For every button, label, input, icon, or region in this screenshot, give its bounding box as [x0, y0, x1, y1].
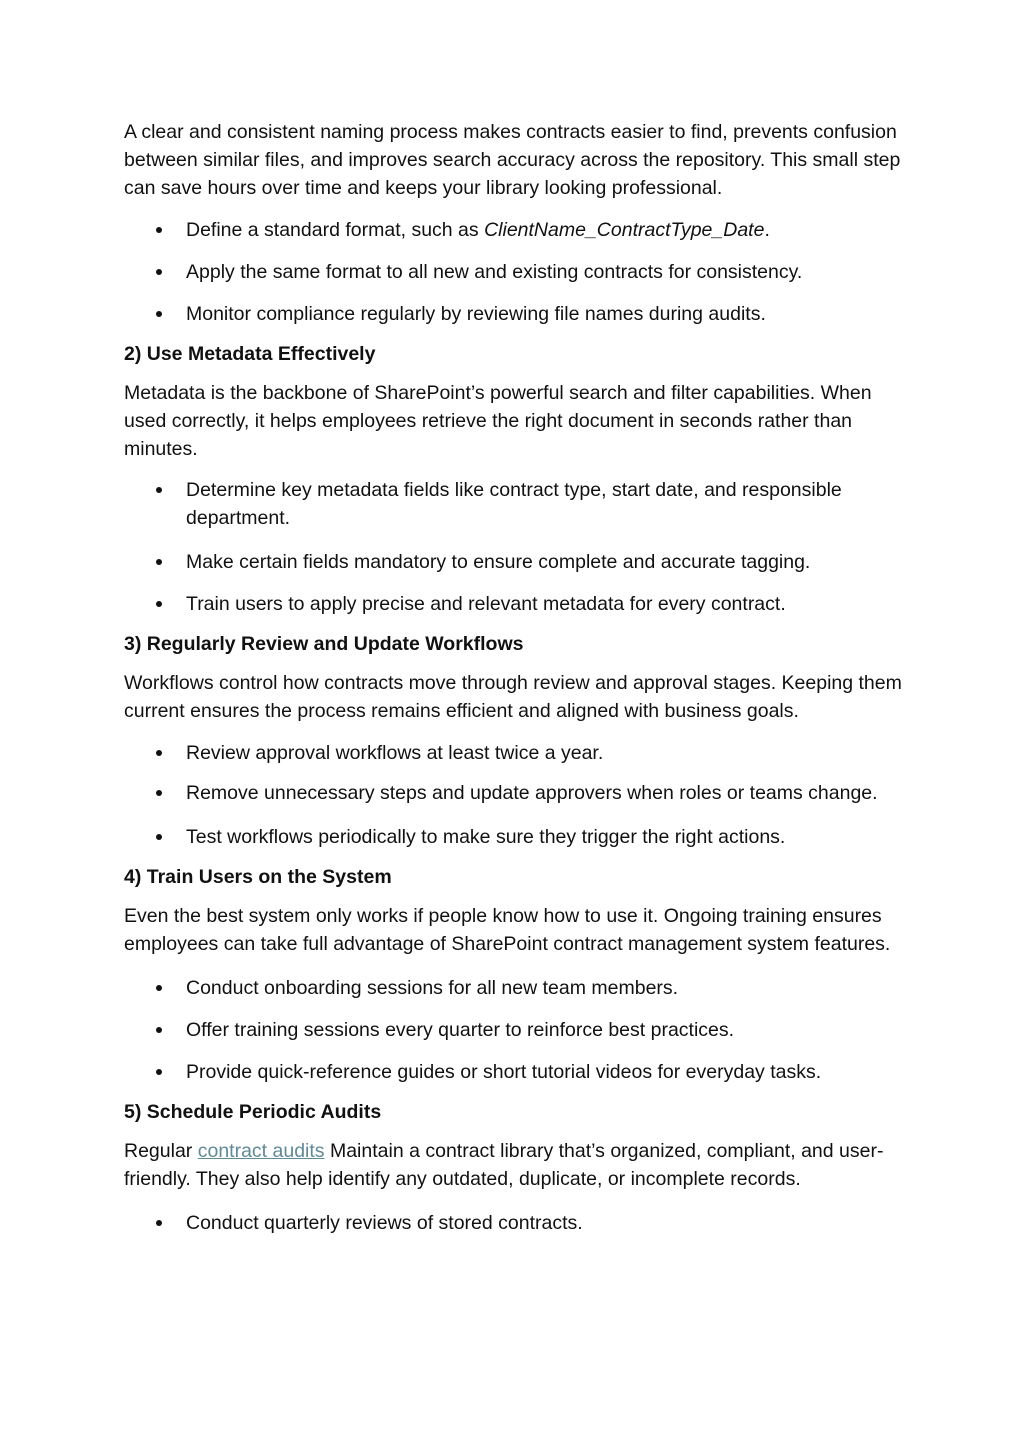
bullet-dot — [156, 487, 162, 493]
audits-intro-prefix: Regular — [124, 1140, 198, 1162]
bullet-dot — [156, 559, 162, 565]
bullet-text: Conduct quarterly reviews of stored contracts. — [186, 1212, 583, 1234]
list-item — [124, 300, 904, 328]
naming-bullet-list — [124, 216, 904, 328]
bullet-dot — [156, 985, 162, 991]
bullet-text: Train users to apply precise and relevant metadata for every contract. — [186, 593, 786, 615]
list-item — [124, 548, 904, 576]
bullet-dot — [156, 790, 162, 796]
bullet-dot — [156, 1220, 162, 1226]
list-item — [124, 1058, 904, 1086]
bullet-text-prefix: Define a standard format, such as — [186, 219, 485, 241]
bullet-text: Provide quick-reference guides or short tutorial videos for everyday tasks. — [186, 1061, 822, 1083]
section-heading-audits: 5) Schedule Periodic Audits — [124, 1101, 382, 1123]
bullet-dot — [156, 227, 162, 233]
list-item — [124, 739, 904, 767]
section-heading-workflows: 3) Regularly Review and Update Workflows — [124, 633, 524, 655]
bullet-dot — [156, 834, 162, 840]
list-item — [124, 974, 904, 1002]
bullet-text: Test workflows periodically to make sure they trigger the right actions. — [186, 826, 786, 848]
list-item — [124, 1209, 904, 1237]
list-item — [124, 476, 904, 532]
bullet-text: Determine key metadata fields like contract type, start date, and responsible department. — [186, 479, 842, 529]
bullet-text: Conduct onboarding sessions for all new team members. — [186, 977, 679, 999]
audits-bullet-list — [124, 1209, 904, 1237]
list-item — [124, 779, 904, 807]
bullet-dot — [156, 601, 162, 607]
bullet-text-suffix: . — [764, 219, 770, 241]
bullet-text: Remove unnecessary steps and update approvers when roles or teams change. — [186, 782, 878, 804]
list-item — [124, 258, 904, 286]
bullet-text: Offer training sessions every quarter to reinforce best practices. — [186, 1019, 735, 1041]
bullet-dot — [156, 269, 162, 275]
list-item — [124, 823, 904, 851]
workflows-bullet-list — [124, 739, 904, 851]
audits-intro-suffix: Maintain a contract library that’s organized, compliant, and user-friendly. They also help identify any outdated, duplicate, or incomplete records. — [124, 1140, 884, 1190]
bullet-text: Make certain fields mandatory to ensure complete and accurate tagging. — [186, 551, 811, 573]
audits-intro-paragraph — [124, 1137, 904, 1193]
contract-audits-link[interactable]: contract audits — [197, 1140, 325, 1162]
list-item — [124, 216, 904, 244]
section-heading-metadata: 2) Use Metadata Effectively — [124, 343, 376, 365]
list-item — [124, 590, 904, 618]
naming-intro-paragraph: A clear and consistent naming process makes contracts easier to find, prevents confusion between similar files, and improves search accuracy across the repository. This small step can save hours over time and keeps your library looking professional. — [124, 121, 901, 199]
workflows-intro-paragraph: Workflows control how contracts move through review and approval stages. Keeping them current ensures the process remains efficient and aligned with business goals. — [124, 672, 902, 722]
section-heading-training: 4) Train Users on the System — [124, 866, 392, 888]
bullet-dot — [156, 311, 162, 317]
metadata-intro-paragraph: Metadata is the backbone of SharePoint’s powerful search and filter capabilities. When used correctly, it helps employees retrieve the right document in seconds rather than minutes. — [124, 382, 872, 460]
bullet-dot — [156, 1027, 162, 1033]
bullet-text: Apply the same format to all new and existing contracts for consistency. — [186, 261, 803, 283]
bullet-text: Monitor compliance regularly by reviewing file names during audits. — [186, 303, 766, 325]
format-example: ClientName_ContractType_Date — [484, 219, 765, 241]
bullet-dot — [156, 750, 162, 756]
document-page — [124, 118, 904, 1237]
training-intro-paragraph: Even the best system only works if people know how to use it. Ongoing training ensures employees can take full advantage of SharePoint contract management system features. — [124, 905, 891, 955]
bullet-text: Review approval workflows at least twice a year. — [186, 742, 604, 764]
list-item — [124, 1016, 904, 1044]
bullet-dot — [156, 1069, 162, 1075]
training-bullet-list — [124, 974, 904, 1086]
metadata-bullet-list — [124, 476, 904, 618]
